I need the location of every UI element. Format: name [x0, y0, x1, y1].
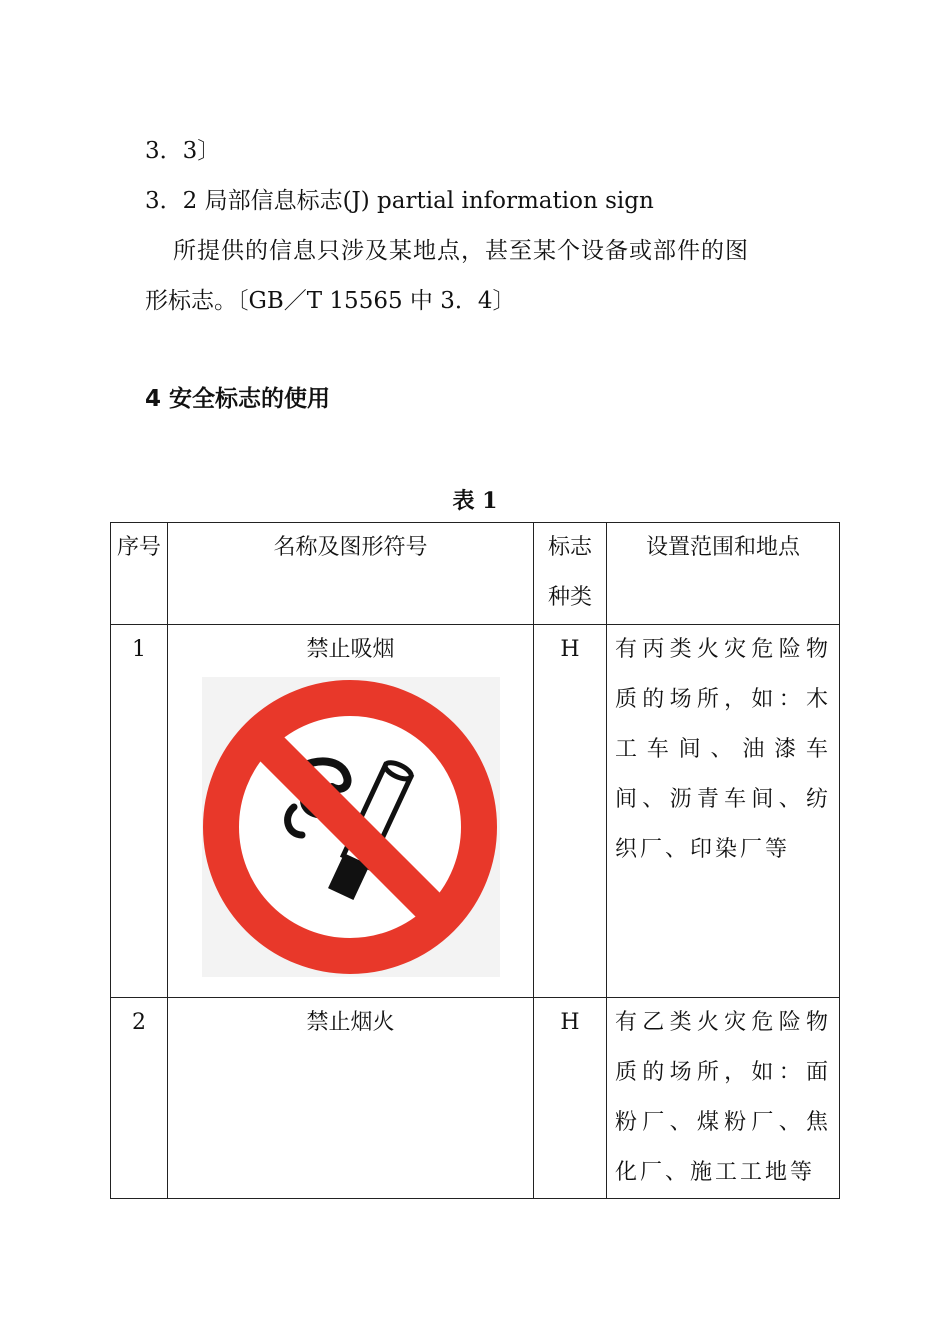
header-name: 名称及图形符号 [168, 523, 534, 625]
no-smoking-sign-icon [202, 677, 500, 977]
header-seq [111, 523, 168, 625]
table-caption: 表 1 [452, 488, 498, 514]
row-location [607, 998, 840, 1199]
table-row [111, 625, 840, 998]
row-seq: 1 [111, 625, 168, 998]
header-type-label: 标志种类 [548, 535, 593, 610]
table-row [111, 998, 840, 1199]
row-seq: 2 [111, 998, 168, 1199]
header-seq-label: 序号 [117, 535, 162, 560]
row-location [607, 625, 840, 998]
text-line-2: 3．2 局部信息标志(J) partial information sign [145, 188, 654, 214]
section-heading: 4 安全标志的使用 [145, 386, 331, 412]
header-type [534, 523, 607, 625]
row-name-cell [168, 625, 534, 998]
row-type: H [534, 625, 607, 998]
text-line-3: 所提供的信息只涉及某地点，甚至某个设备或部件的图 [173, 238, 749, 264]
sign-table [110, 522, 840, 1199]
row-type: H [534, 998, 607, 1199]
table-header-row [111, 523, 840, 625]
text-line-4: 形标志。〔GB／T 15565 中 3．4〕 [145, 288, 516, 314]
row-name: 禁止烟火 [168, 998, 534, 1199]
row-location-text: 有丙类火灾危险物质的场所，如：木工车间、油漆车间、沥青车间、纺织厂、印染厂等 [615, 637, 831, 862]
header-location: 设置范围和地点 [607, 523, 840, 625]
text-line-1: 3．3〕 [145, 138, 221, 164]
row-location-text: 有乙类火灾危险物质的场所，如：面粉厂、煤粉厂、焦化厂、施工工地等 [615, 1010, 831, 1185]
row-name: 禁止吸烟 [306, 637, 395, 662]
